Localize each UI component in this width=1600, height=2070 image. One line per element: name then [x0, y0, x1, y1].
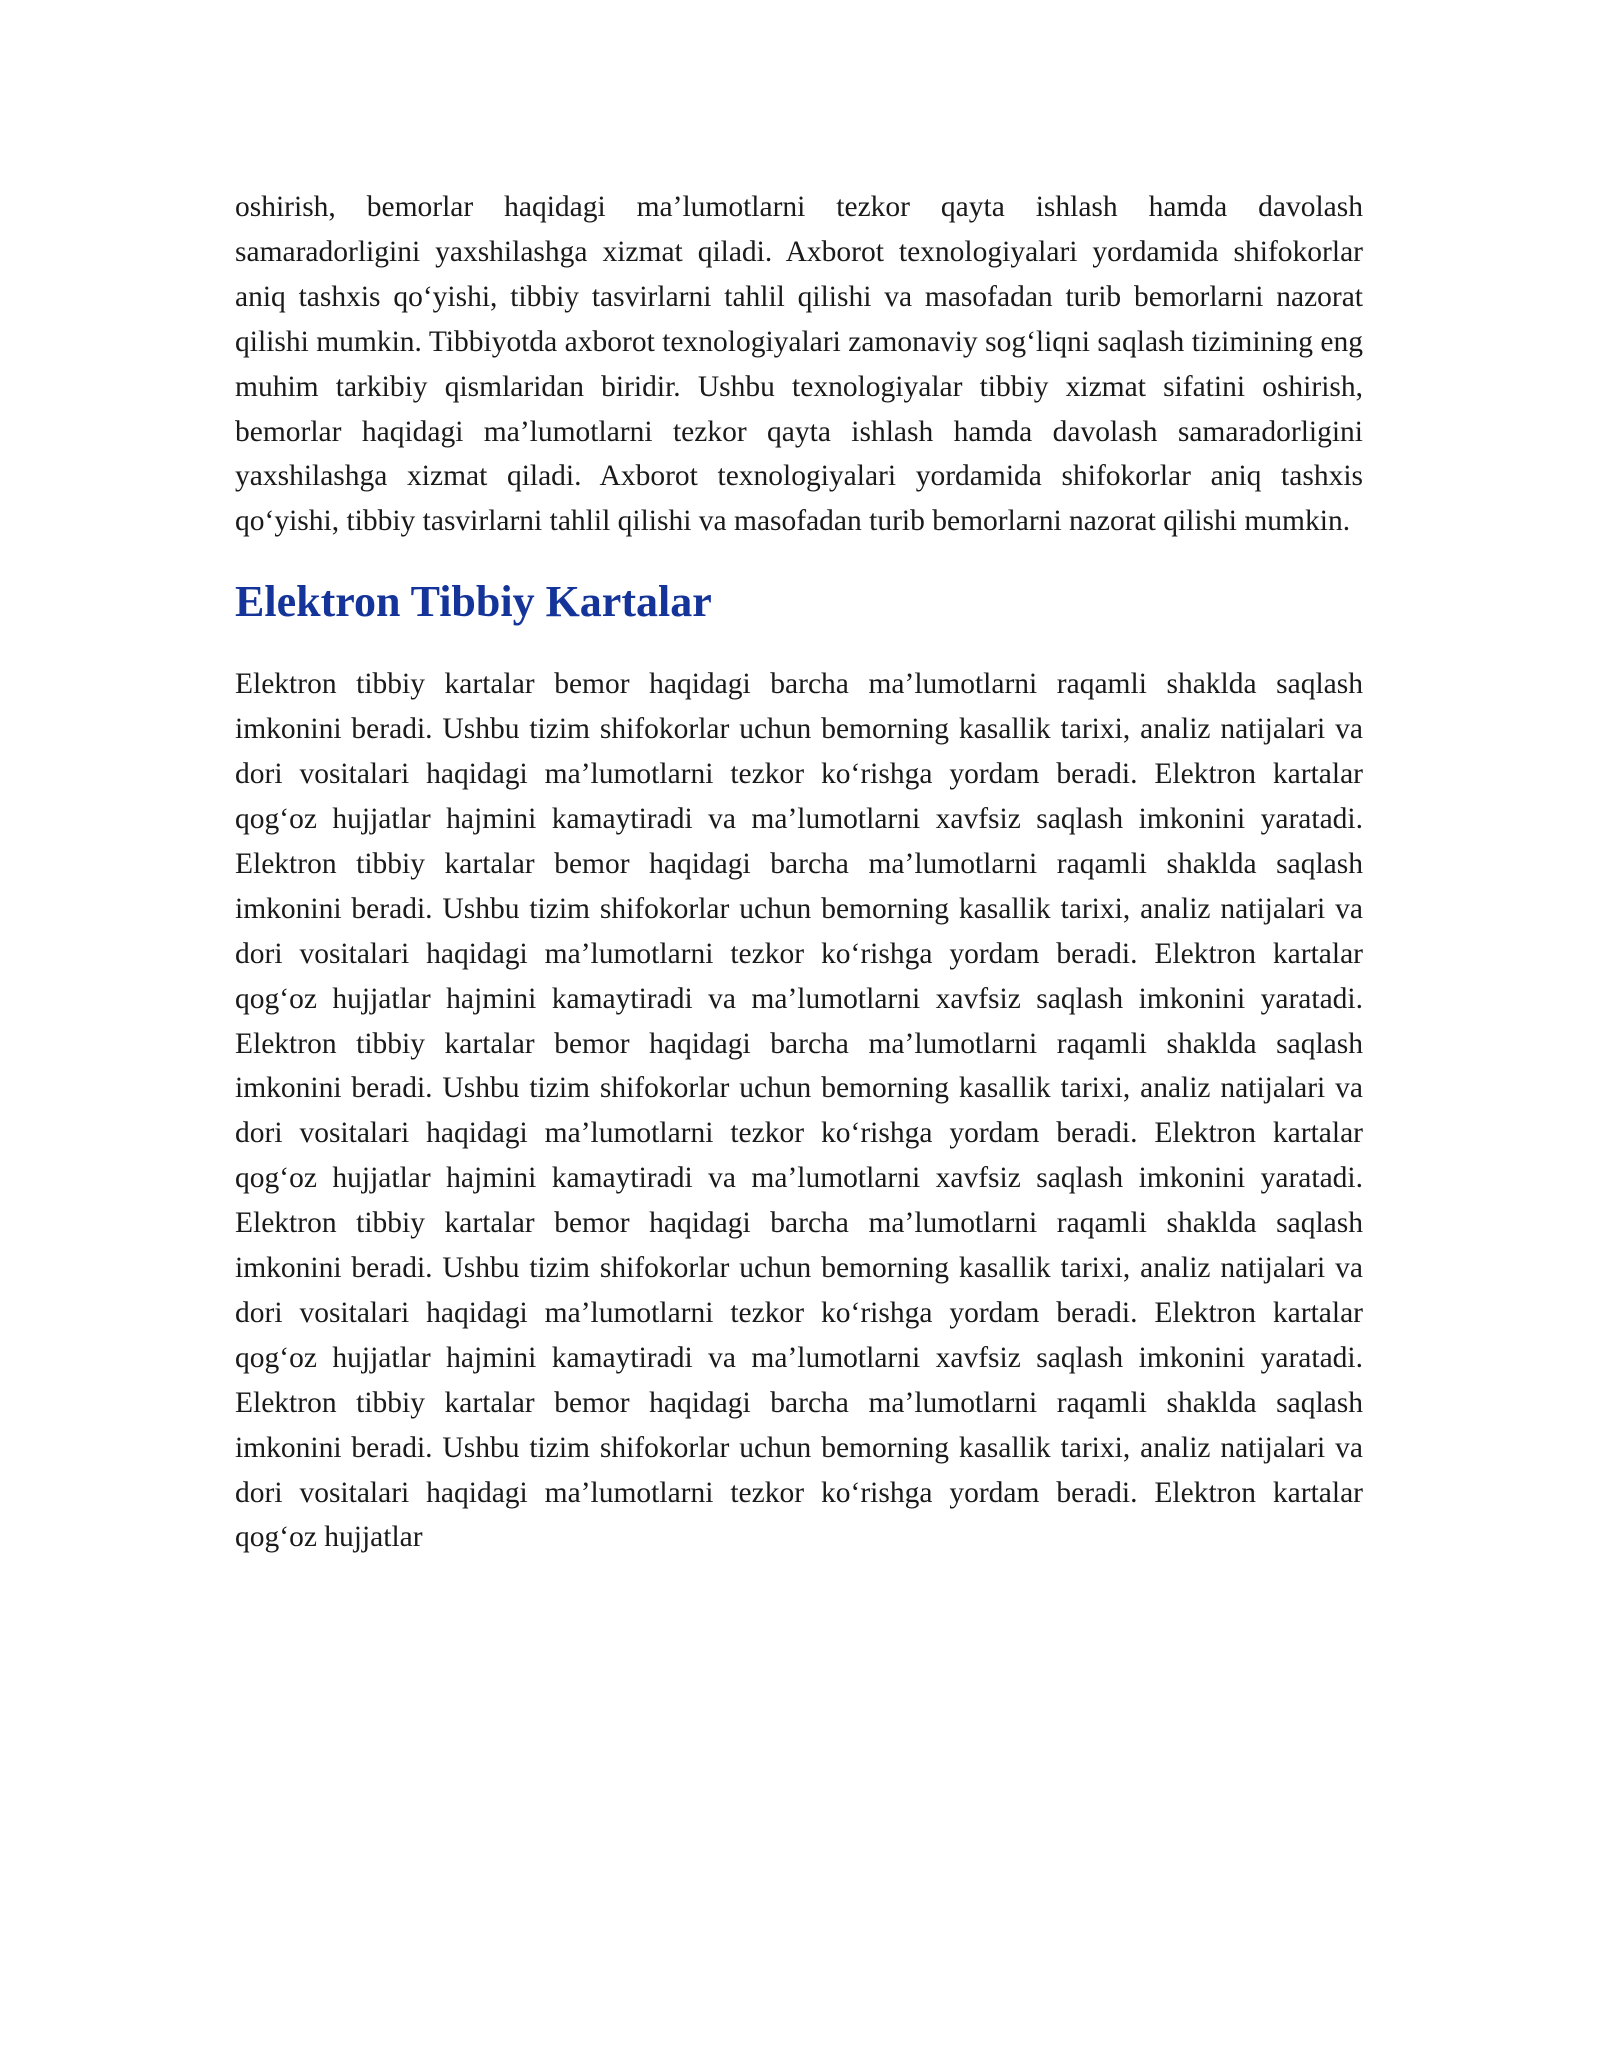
body-paragraph-intro: oshirish, bemorlar haqidagi ma’lumotlarni tezkor qayta ishlash hamda davolash samaradorligini yaxshilashga xizmat qiladi. Axborot texnologiyalari yordamida shifokorlar aniq tashxis qo‘yishi, tibbiy tasvirlarni tahlil qilishi va masofadan turib bemorlarni nazorat qilishi mumkin. Tibbiyotda axborot texnologiyalari zamonaviy sog‘liqni saqlash tizimining eng muhim tarkibiy qismlaridan biridir. Ushbu texnologiyalar tibbiy xizmat sifatini oshirish, bemorlar haqidagi ma’lumotlarni tezkor qayta ishlash hamda davolash samaradorligini yaxshilashga xizmat qiladi. Axborot texnologiyalari yordamida shifokorlar aniq tashxis qo‘yishi, tibbiy tasvirlarni tahlil qilishi va masofadan turib bemorlarni nazorat qilishi mumkin. — [235, 191, 1363, 538]
section-heading: Elektron Tibbiy Kartalar — [235, 577, 712, 627]
page-content — [235, 185, 1363, 1560]
body-paragraph-electronic-records: Elektron tibbiy kartalar bemor haqidagi barcha ma’lumotlarni raqamli shaklda saqlash imkonini beradi. Ushbu tizim shifokorlar uchun bemorning kasallik tarixi, analiz natijalari va dori vositalari haqidagi ma’lumotlarni tezkor ko‘rishga yordam beradi. Elektron kartalar qog‘oz hujjatlar hajmini kamaytiradi va ma’lumotlarni xavfsiz saqlash imkonini yaratadi. Elektron tibbiy kartalar bemor haqidagi barcha ma’lumotlarni raqamli shaklda saqlash imkonini beradi. Ushbu tizim shifokorlar uchun bemorning kasallik tarixi, analiz natijalari va dori vositalari haqidagi ma’lumotlarni tezkor ko‘rishga yordam beradi. Elektron kartalar qog‘oz hujjatlar hajmini kamaytiradi va ma’lumotlarni xavfsiz saqlash imkonini yaratadi. Elektron tibbiy kartalar bemor haqidagi barcha ma’lumotlarni raqamli shaklda saqlash imkonini beradi. Ushbu tizim shifokorlar uchun bemorning kasallik tarixi, analiz natijalari va dori vositalari haqidagi ma’lumotlarni tezkor ko‘rishga yordam beradi. Elektron kartalar qog‘oz hujjatlar hajmini kamaytiradi va ma’lumotlarni xavfsiz saqlash imkonini yaratadi. Elektron tibbiy kartalar bemor haqidagi barcha ma’lumotlarni raqamli shaklda saqlash imkonini beradi. Ushbu tizim shifokorlar uchun bemorning kasallik tarixi, analiz natijalari va dori vositalari haqidagi ma’lumotlarni tezkor ko‘rishga yordam beradi. Elektron kartalar qog‘oz hujjatlar hajmini kamaytiradi va ma’lumotlarni xavfsiz saqlash imkonini yaratadi. Elektron tibbiy kartalar bemor haqidagi barcha ma’lumotlarni raqamli shaklda saqlash imkonini beradi. Ushbu tizim shifokorlar uchun bemorning kasallik tarixi, analiz natijalari va dori vositalari haqidagi ma’lumotlarni tezkor ko‘rishga yordam beradi. Elektron kartalar qog‘oz hujjatlar — [235, 668, 1363, 1554]
